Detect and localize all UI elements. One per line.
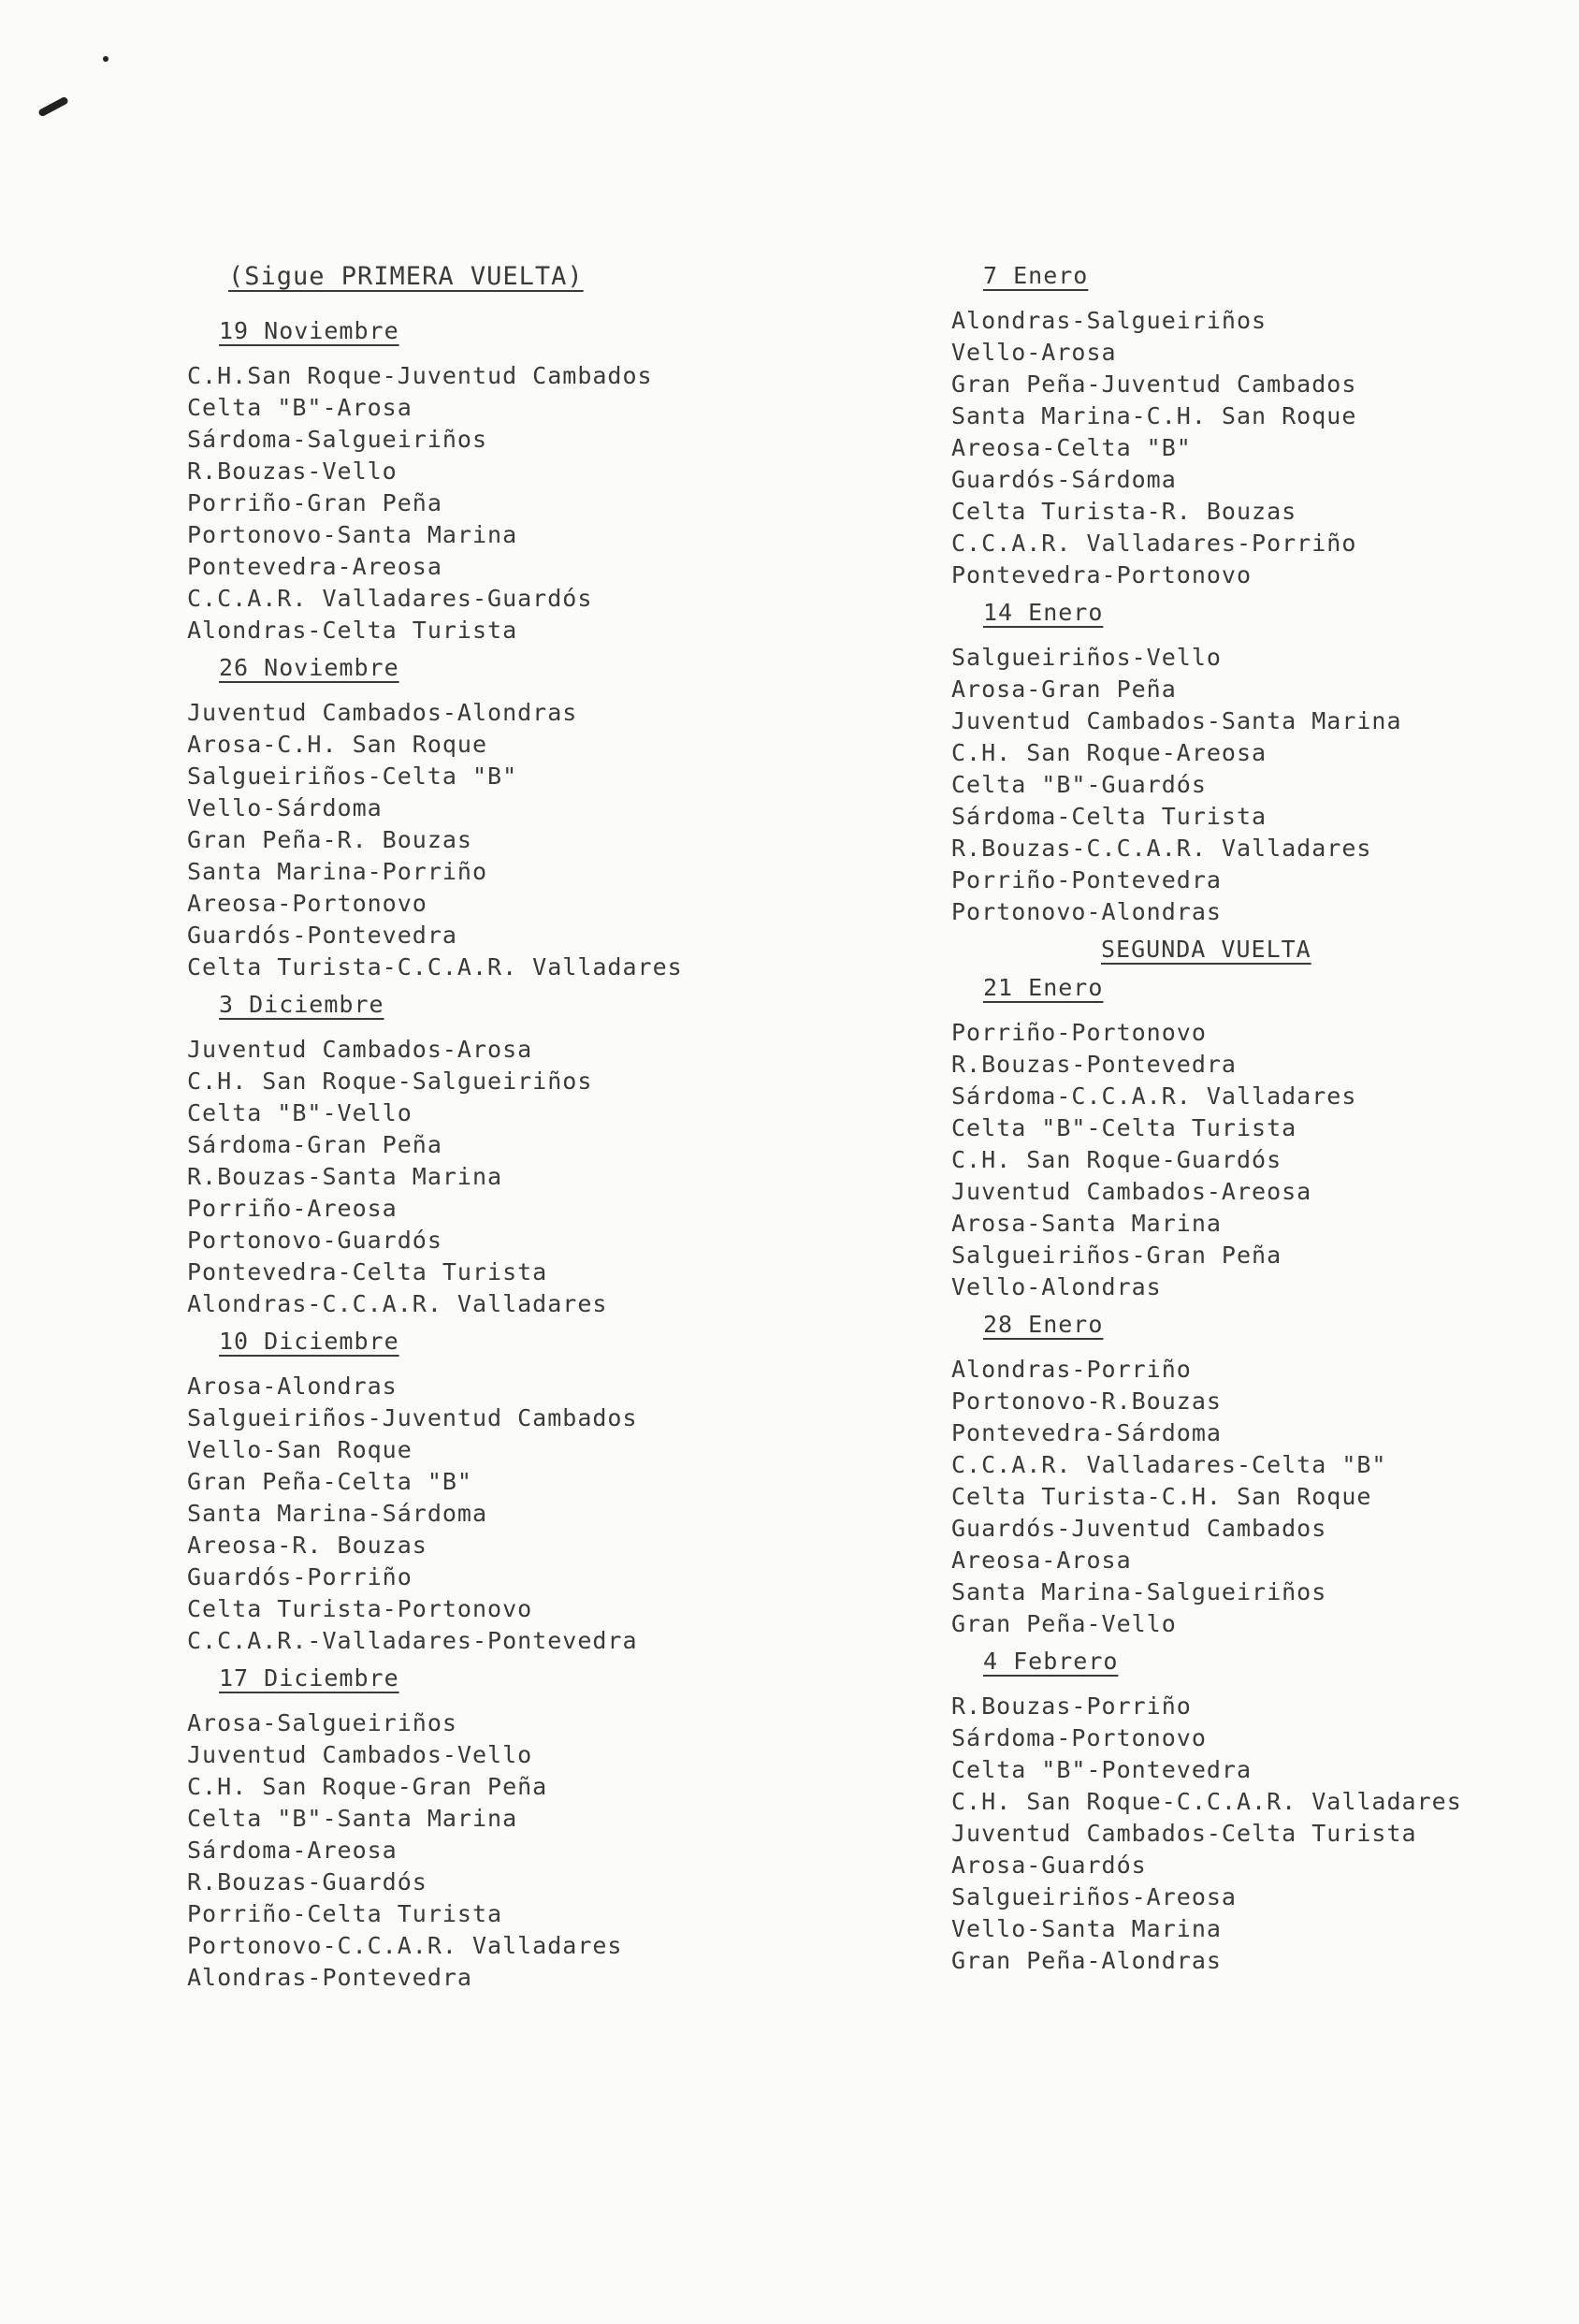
fixture-line: Juventud Cambados-Santa Marina [951,707,1402,734]
fixture-line: Gran Peña-Alondras [951,1947,1222,1974]
left-schedule [187,317,786,1994]
fixture-line: Celta Turista-R. Bouzas [951,498,1297,525]
fixture-line: C.C.A.R.-Valladares-Pontevedra [187,1627,638,1654]
fixture-line: Arosa-Alondras [187,1373,398,1400]
fixture-line: Portonovo-Santa Marina [187,521,518,548]
fixture-line: Vello-Alondras [951,1273,1162,1300]
fixture-line: C.H. San Roque-Gran Peña [187,1773,548,1800]
right-column [951,262,1550,1984]
fixture-line: Salgueiriños-Juventud Cambados [187,1404,638,1431]
fixture-line: Gran Peña-R. Bouzas [187,826,472,853]
fixture-line: Santa Marina-C.H. San Roque [951,402,1357,429]
fixture-line: C.H. San Roque-Areosa [951,739,1268,766]
fixture-line: Juventud Cambados-Arosa [187,1036,533,1063]
fixture-line: Vello-Arosa [951,339,1117,366]
matchday-block [951,262,1550,591]
fixture-line: C.C.A.R. Valladares-Guardós [187,585,593,612]
right-schedule-first-round [951,262,1550,928]
fixture-line: Juventud Cambados-Alondras [187,699,578,726]
matchday-date: 7 Enero [983,262,1089,289]
matchday-block [951,1311,1550,1640]
fixture-line: Alondras-Celta Turista [187,617,518,644]
fixture-line: Vello-Sárdoma [187,794,383,821]
matchday-block [187,1664,786,1994]
fixture-line: Pontevedra-Sárdoma [951,1419,1222,1446]
fixture-line: Salgueiriños-Vello [951,644,1222,671]
fixture-line: C.H. San Roque-Salgueiriños [187,1068,593,1095]
fixture-line: Porriño-Gran Peña [187,489,442,516]
fixture-line: C.H.San Roque-Juventud Cambados [187,362,653,389]
fixture-line: Guardós-Pontevedra [187,922,457,949]
fixture-line: Arosa-Gran Peña [951,675,1177,703]
fixture-line: Juventud Cambados-Celta Turista [951,1820,1417,1847]
fixture-line: R.Bouzas-Santa Marina [187,1163,503,1190]
fixture-line: Portonovo-C.C.A.R. Valladares [187,1932,623,1959]
fixture-line: Porriño-Celta Turista [187,1900,503,1927]
fixture-line: Portonovo-Guardós [187,1227,442,1254]
fixture-line: Guardós-Porriño [187,1563,413,1590]
fixture-line: Celta Turista-C.C.A.R. Valladares [187,953,683,980]
fixture-line: Salgueiriños-Celta "B" [187,763,518,790]
fixture-line: Guardós-Sárdoma [951,466,1177,493]
fixture-line: Sárdoma-Celta Turista [951,803,1268,830]
fixture-line: Alondras-Porriño [951,1356,1192,1383]
fixture-line: R.Bouzas-C.C.A.R. Valladares [951,835,1372,862]
fixture-line: C.C.A.R. Valladares-Porriño [951,530,1357,557]
fixture-line: Arosa-Guardós [951,1852,1147,1879]
matchday-date: 3 Diciembre [219,991,384,1018]
fixture-line: Areosa-Celta "B" [951,434,1192,461]
matchday-date: 17 Diciembre [219,1664,399,1692]
matchday-block [187,1328,786,1657]
fixture-line: Areosa-Arosa [951,1547,1132,1574]
fixture-line: Celta Turista-C.H. San Roque [951,1483,1372,1510]
fixture-line: Salgueiriños-Gran Peña [951,1242,1282,1269]
matchday-date: 14 Enero [983,599,1104,626]
fixture-line: Celta "B"-Celta Turista [951,1114,1297,1141]
matchday-block [951,1648,1550,1977]
fixture-line: R.Bouzas-Porriño [951,1692,1192,1720]
matchday-block [951,599,1550,928]
fixture-line: Juventud Cambados-Areosa [951,1178,1312,1205]
fixture-line: Sárdoma-Areosa [187,1837,398,1864]
fixture-line: Vello-San Roque [187,1436,413,1463]
fixture-line: R.Bouzas-Pontevedra [951,1051,1237,1078]
fixture-line: Guardós-Juventud Cambados [951,1515,1327,1542]
matchday-date: 4 Febrero [983,1648,1119,1675]
fixture-line: Celta "B"-Arosa [187,394,413,421]
fixture-line: Arosa-Santa Marina [951,1210,1222,1237]
fixture-line: Santa Marina-Sárdoma [187,1500,488,1527]
fixture-line: C.H. San Roque-C.C.A.R. Valladares [951,1788,1462,1815]
fixture-line: Arosa-C.H. San Roque [187,731,488,758]
fixture-line: Gran Peña-Celta "B" [187,1468,472,1495]
fixture-line: Pontevedra-Portonovo [951,561,1253,588]
fixture-line: Celta "B"-Guardós [951,771,1207,798]
fixture-line: Pontevedra-Areosa [187,553,442,580]
fixture-line: Celta "B"-Vello [187,1099,413,1126]
fixture-line: Santa Marina-Salgueiriños [951,1578,1327,1605]
fixture-line: Sárdoma-Gran Peña [187,1131,442,1158]
left-column [187,262,786,2001]
fixture-line: Alondras-Salgueiriños [951,307,1268,334]
matchday-block [187,317,786,646]
fixture-line: Gran Peña-Vello [951,1610,1177,1637]
fixture-line: Porriño-Areosa [187,1195,398,1222]
fixture-line: Salgueiriños-Areosa [951,1883,1237,1910]
fixture-line: Alondras-C.C.A.R. Valladares [187,1290,608,1317]
fixture-line: Celta Turista-Portonovo [187,1595,533,1622]
fixture-line: Portonovo-R.Bouzas [951,1387,1222,1415]
fixture-line: Porriño-Portonovo [951,1019,1207,1046]
fixture-line: C.C.A.R. Valladares-Celta "B" [951,1451,1387,1478]
matchday-date: 10 Diciembre [219,1328,399,1355]
fixture-line: Areosa-Portonovo [187,890,427,917]
fixture-line: Portonovo-Alondras [951,898,1222,925]
matchday-block [187,991,786,1320]
second-round-heading: SEGUNDA VUELTA [1101,936,1311,963]
right-schedule-second-round [951,974,1550,1977]
fixture-line: Sárdoma-Portonovo [951,1724,1207,1751]
matchday-date: 28 Enero [983,1311,1104,1338]
fixture-line: R.Bouzas-Vello [187,458,398,485]
fixture-line: Juventud Cambados-Vello [187,1741,533,1768]
fixture-line: C.H. San Roque-Guardós [951,1146,1282,1173]
fixture-line: R.Bouzas-Guardós [187,1868,427,1896]
fixture-line: Celta "B"-Pontevedra [951,1756,1253,1783]
fixture-line: Porriño-Pontevedra [951,866,1222,893]
fixture-line: Santa Marina-Porriño [187,858,488,885]
matchday-date: 19 Noviembre [219,317,399,344]
fixture-line: Areosa-R. Bouzas [187,1532,427,1559]
fixture-line: Arosa-Salgueiriños [187,1709,457,1736]
matchday-block [187,654,786,983]
fixture-line: Celta "B"-Santa Marina [187,1805,518,1832]
ink-mark [37,95,69,117]
fixture-line: Gran Peña-Juventud Cambados [951,370,1357,398]
ink-dot [103,56,109,62]
matchday-block [951,974,1550,1303]
fixture-line: Sárdoma-C.C.A.R. Valladares [951,1082,1357,1110]
continuation-header: (Sigue PRIMERA VUELTA) [228,262,584,291]
matchday-date: 21 Enero [983,974,1104,1001]
fixture-line: Sárdoma-Salgueiriños [187,426,488,453]
fixture-line: Vello-Santa Marina [951,1915,1222,1942]
matchday-date: 26 Noviembre [219,654,399,681]
fixture-line: Pontevedra-Celta Turista [187,1258,548,1285]
fixture-line: Alondras-Pontevedra [187,1964,472,1991]
